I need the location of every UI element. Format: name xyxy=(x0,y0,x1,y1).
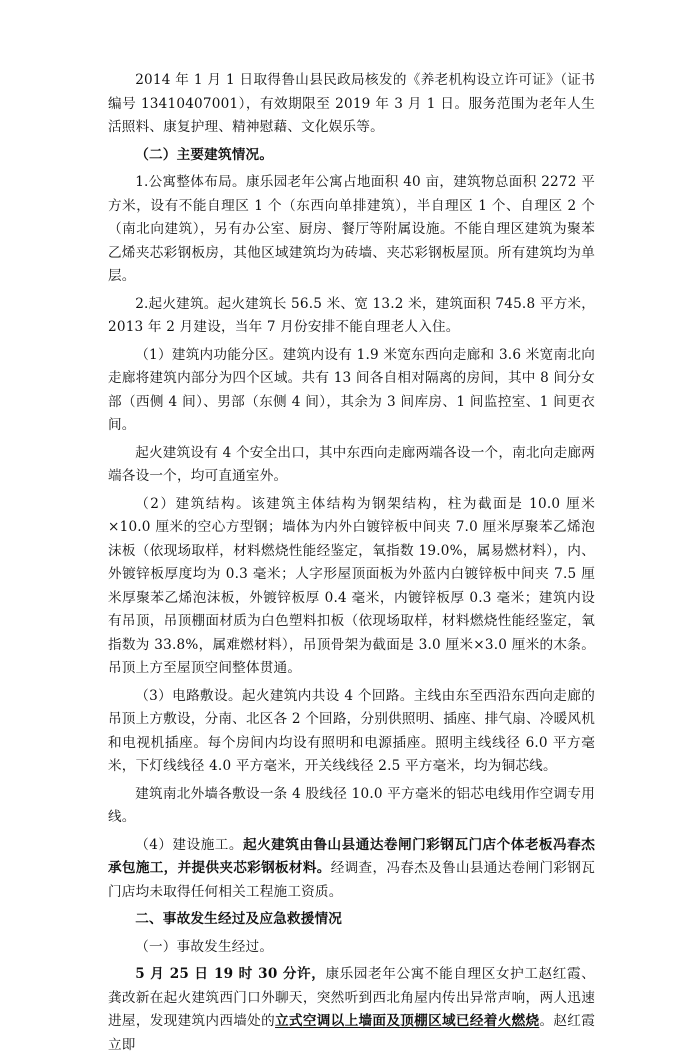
paragraph-functional-zones: （1）建筑内功能分区。建筑内设有 1.9 米宽东西向走廊和 3.6 米宽南北向走廊将建筑内部分为四个区域。共有 13 间各自相对隔离的房间，其中 8 间分女部（西侧 4 间）、男部（东侧 4 间），其余为 3 间库房、1 间监控室、1 间更衣间。 xyxy=(108,346,595,433)
paragraph-ac-wiring: 建筑南北外墙各敷设一条 4 股线径 10.0 平方毫米的铝芯电线用作空调专用线。 xyxy=(108,785,595,825)
accident-narrative: 康乐园老年公寓不能自理区女护工赵红霞、龚改新在起火建筑西门口外聊天，突然听到西北角屋内传出异常声响，两人迅速进屋，发现建筑内西墙处的 xyxy=(108,966,595,1029)
construction-investigation: 经调查，冯春杰及鲁山县通达卷闸门彩钢瓦门店均未取得任何相关工程施工资质。 xyxy=(108,860,595,900)
paragraph-license: 2014 年 1 月 1 日取得鲁山县民政局核发的《养老机构设立许可证》（证书编号 13410407001），有效期限至 2019 年 3 月 1 日。服务范围为老年人生活照料、康复护理、精神慰藉、文化娱乐等。 xyxy=(108,72,595,135)
construction-label: （4）建设施工。 xyxy=(135,836,243,853)
paragraph-accident-discovery xyxy=(108,963,595,1057)
construction-contractor: 起火建筑由鲁山县通达卷闸门彩钢瓦门店个体老板冯春杰承包施工，并提供夹芯彩钢板材料。 xyxy=(108,836,595,876)
paragraph-fire-building: 2.起火建筑。起火建筑长 56.5 米、宽 13.2 米，建筑面积 745.8 平方米，2013 年 2 月建设，当年 7 月份安排不能自理老人入住。 xyxy=(108,295,595,335)
paragraph-circuit-layout: （3）电路敷设。起火建筑内共设 4 个回路。主线由东至西沿东西向走廊的吊顶上方敷设，分南、北区各 2 个回路，分别供照明、插座、排气扇、冷暖风机和电视机插座。每个房间内均设有照明和电源插座。照明主线线径 6.0 平方毫米，下灯线线径 4.0 平方毫米，开关线线径 2.5 平方毫米，均为铜芯线。 xyxy=(108,687,595,774)
heading-accident-response: 二、事故发生经过及应急救援情况 xyxy=(135,911,343,927)
accident-time: 5 月 25 日 19 时 30 分许， xyxy=(135,966,326,982)
accident-fire-location: 立式空调以上墙面及顶棚区域已经着火燃烧 xyxy=(275,1013,540,1029)
accident-continuation: 。赵红霞立即 xyxy=(108,1013,595,1053)
heading-main-buildings: （二）主要建筑情况。 xyxy=(135,146,274,163)
heading-accident-process: （一）事故发生经过。 xyxy=(135,938,274,955)
paragraph-construction xyxy=(108,834,595,905)
paragraph-safety-exits: 起火建筑设有 4 个安全出口，其中东西向走廊两端各设一个，南北向走廊两端各设一个，均可直通室外。 xyxy=(108,444,595,484)
paragraph-overall-layout: 1.公寓整体布局。康乐园老年公寓占地面积 40 亩，建筑物总面积 2272 平方米，设有不能自理区 1 个（东西向单排建筑），半自理区 1 个、自理区 2 个（南北向建筑），另有办公室、厨房、餐厅等附属设施。不能自理区建筑为聚苯乙烯夹芯彩钢板房，其他区域建筑均为砖墙、夹芯彩钢板屋顶。所有建筑均为单层。 xyxy=(108,174,595,284)
paragraph-building-structure: （2）建筑结构。该建筑主体结构为钢架结构，柱为截面是 10.0 厘米×10.0 厘米的空心方型钢；墙体为内外白镀锌板中间夹 7.0 厘米厚聚苯乙烯泡沫板（依现场取样，材料燃烧性能经鉴定，氧指数 19.0%，属易燃材料），内、外镀锌板厚度均为 0.3 毫米；人字形屋顶面板为外蓝内白镀锌板中间夹 7.5 厘米厚聚苯乙烯泡沫板，外镀锌板厚 0.4 毫米，内镀锌板厚 0.3 毫米；建筑内设有吊顶，吊顶棚面材质为白色塑料扣板（依现场取样，材料燃烧性能经鉴定，氧指数为 33.8%，属难燃材料），吊顶骨架为截面是 3.0 厘米×3.0 厘米的木条。吊顶上方至屋顶空间整体贯通。 xyxy=(108,495,595,676)
